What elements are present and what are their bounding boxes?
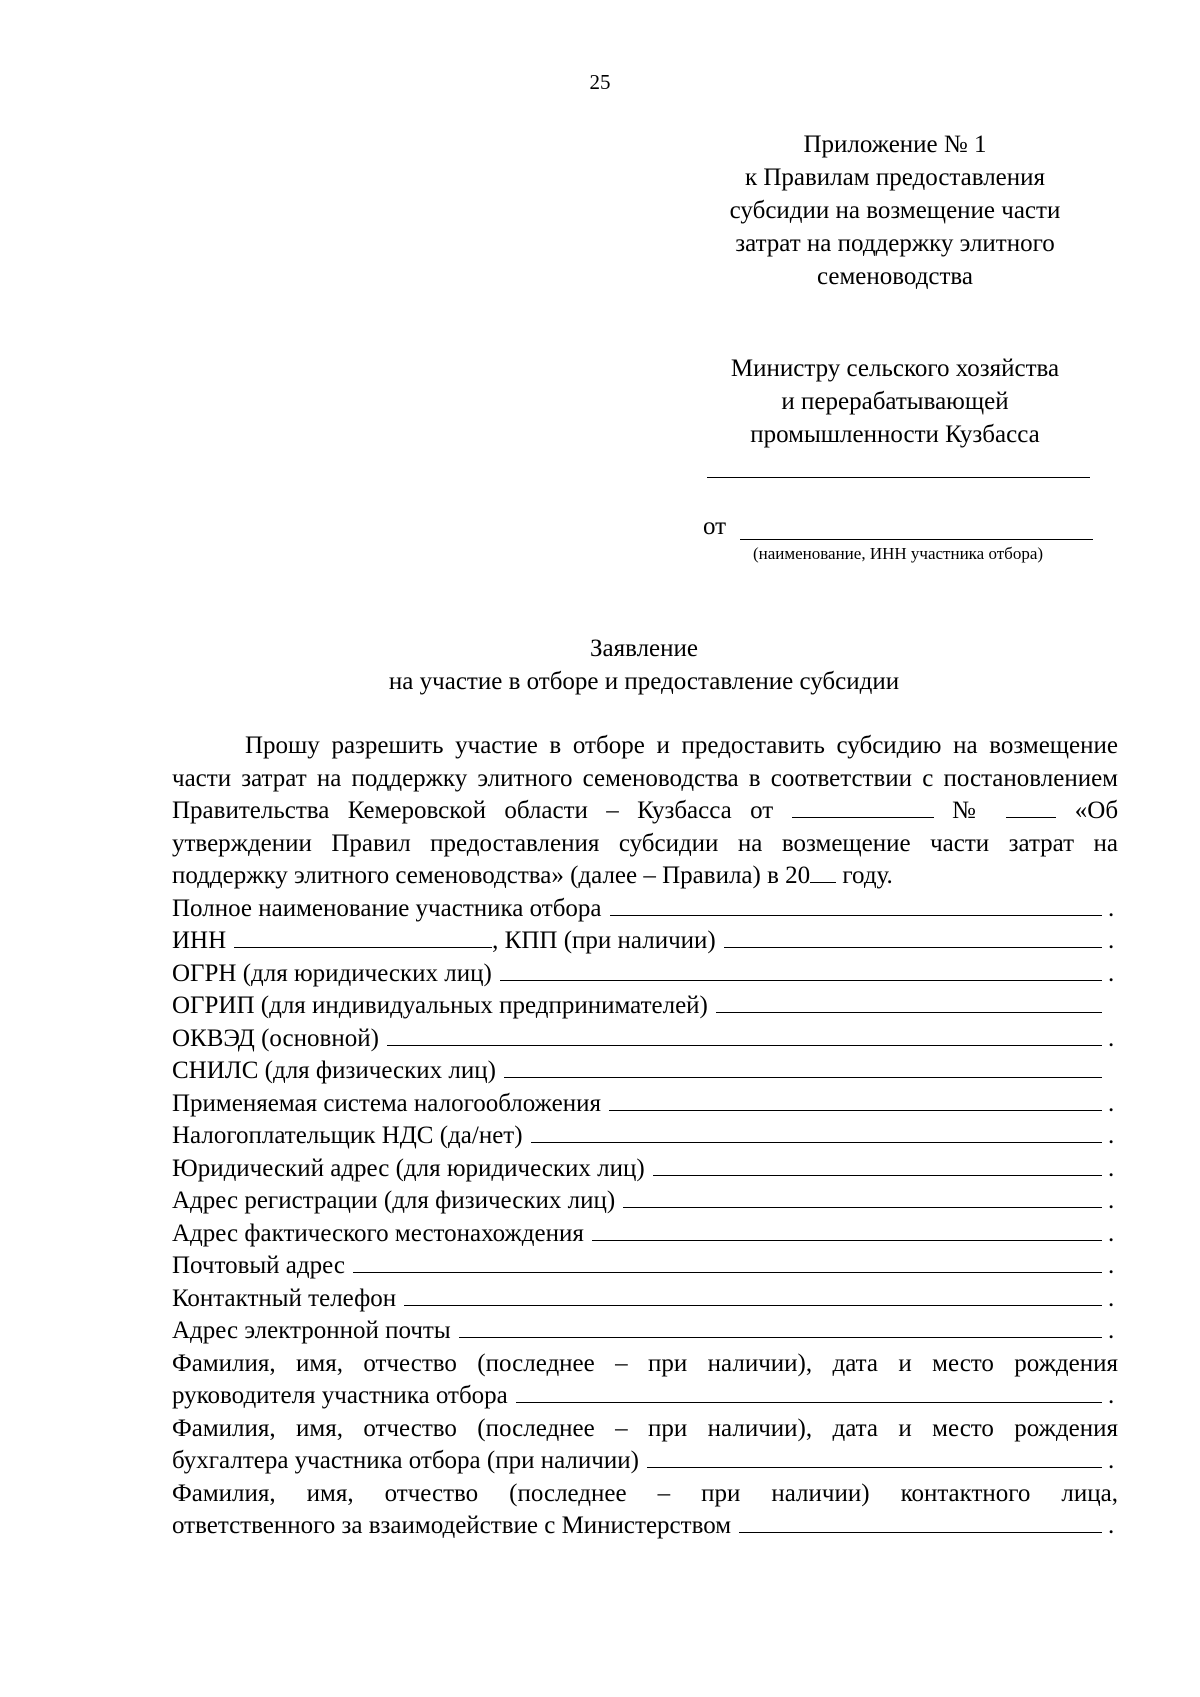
field-blank-line[interactable]: [716, 992, 1102, 1013]
field-blank-line[interactable]: [653, 1155, 1102, 1176]
from-blank-line[interactable]: [740, 539, 1093, 540]
field-period: .: [1108, 1252, 1115, 1279]
field-blank-line[interactable]: [609, 1090, 1102, 1111]
field-blank-line[interactable]: [504, 1057, 1102, 1078]
field-actual-address: [172, 1218, 1118, 1251]
field-period: .: [1108, 1447, 1115, 1474]
field-label: руководителя участника отбора: [172, 1382, 508, 1409]
field-period: .: [1108, 1512, 1115, 1539]
field-blank-line[interactable]: [623, 1187, 1102, 1208]
field-label: СНИЛС (для физических лиц): [172, 1057, 496, 1084]
field-label: ОГРИП (для индивидуальных предпринимателей): [172, 992, 708, 1019]
field-blank-line[interactable]: [353, 1252, 1102, 1273]
title-line: Заявление: [589, 635, 699, 662]
year-blank[interactable]: [810, 860, 836, 883]
field-vat-payer: [172, 1120, 1118, 1153]
field-postal-address: [172, 1250, 1118, 1283]
appendix-header: [700, 128, 1090, 293]
field-label: Адрес электронной почты: [172, 1317, 451, 1344]
field-phone: [172, 1283, 1118, 1316]
kpp-blank-line[interactable]: [724, 927, 1102, 948]
appendix-line: к Правилам предоставления: [744, 164, 1046, 191]
appendix-line: затрат на поддержку элитного: [735, 230, 1055, 257]
paragraph-text: «Об утверждении Правил предоставления субсидии на возмещение части затрат на поддержку элитного семеноводства» (далее – Правила) в 20: [172, 797, 1119, 889]
field-blank-line[interactable]: [404, 1285, 1102, 1306]
addressee-line: Министру сельского хозяйства: [730, 355, 1060, 382]
field-tax-system: [172, 1088, 1118, 1121]
accountant-label-line1: Фамилия, имя, отчество (последнее – при наличии), дата и место рождения: [172, 1414, 1118, 1442]
application-body: [172, 730, 1118, 1543]
paragraph-text: году.: [842, 862, 893, 889]
field-blank-line[interactable]: [647, 1447, 1102, 1468]
field-accountant: [172, 1445, 1118, 1478]
addressee-line: и перерабатывающей: [781, 388, 1009, 415]
field-period: .: [1108, 1219, 1115, 1247]
field-label: , КПП (при наличии): [492, 927, 716, 954]
field-label: Контактный телефон: [172, 1284, 397, 1312]
from-row: [703, 510, 1093, 544]
field-legal-address: [172, 1153, 1118, 1186]
appendix-line: субсидии на возмещение части: [729, 197, 1061, 224]
field-label: Адрес фактического местонахождения: [172, 1219, 584, 1247]
field-period: .: [1108, 1187, 1115, 1214]
paragraph-text: №: [952, 797, 988, 824]
field-label: Налогоплательщик НДС (да/нет): [172, 1122, 523, 1149]
field-blank-line[interactable]: [739, 1512, 1102, 1533]
addressee-blank-line[interactable]: [707, 477, 1090, 478]
field-okved: [172, 1023, 1118, 1056]
field-period: .: [1108, 894, 1115, 922]
from-label: от: [703, 513, 727, 540]
document-title: [0, 632, 1200, 698]
field-ogrn: [172, 958, 1118, 991]
field-label: ОГРН (для юридических лиц): [172, 959, 492, 987]
field-label: Применяемая система налогообложения: [172, 1089, 601, 1117]
field-period: .: [1108, 927, 1115, 954]
addressee-block: [700, 352, 1090, 451]
appendix-line: Приложение № 1: [803, 131, 987, 158]
field-period: .: [1108, 1317, 1115, 1344]
page-number: 25: [589, 70, 611, 94]
field-label: бухгалтера участника отбора (при наличии): [172, 1447, 639, 1474]
field-label: ИНН: [172, 927, 227, 954]
field-label: Полное наименование участника отбора: [172, 894, 602, 922]
from-caption: (наименование, ИНН участника отбора): [752, 544, 1044, 563]
decree-number-blank[interactable]: [1006, 795, 1056, 818]
field-contact: [172, 1510, 1118, 1543]
paragraph-text: Прошу разрешить участие в отборе и предоставить субсидию на возмещение части затрат на поддержку элитного семеноводства в соответствии с постановлением Правительства Кемеровской области – Кузбасса от: [172, 732, 1118, 824]
field-period: .: [1108, 1122, 1115, 1149]
request-paragraph: [172, 730, 1118, 893]
field-period: .: [1108, 1284, 1115, 1312]
field-blank-line[interactable]: [531, 1122, 1102, 1143]
head-label-line1: Фамилия, имя, отчество (последнее – при наличии), дата и место рождения: [172, 1349, 1118, 1377]
field-label: ответственного за взаимодействие с Министерством: [172, 1512, 732, 1539]
field-snils: [172, 1055, 1118, 1088]
decree-date-blank[interactable]: [792, 795, 934, 818]
field-inn-kpp: [172, 925, 1118, 958]
addressee-line: промышленности Кузбасса: [750, 421, 1040, 448]
field-label: Адрес регистрации (для физических лиц): [172, 1187, 616, 1214]
field-period: .: [1108, 1089, 1115, 1117]
field-label: Почтовый адрес: [172, 1252, 345, 1279]
field-blank-line[interactable]: [516, 1382, 1102, 1403]
field-period: .: [1108, 1382, 1115, 1409]
field-email: [172, 1315, 1118, 1348]
inn-blank-line[interactable]: [234, 927, 492, 948]
field-period: .: [1108, 959, 1115, 987]
field-period: .: [1108, 1024, 1115, 1052]
field-label: ОКВЭД (основной): [172, 1024, 379, 1052]
field-blank-line[interactable]: [592, 1220, 1102, 1241]
field-head: [172, 1380, 1118, 1413]
field-blank-line[interactable]: [610, 895, 1102, 916]
field-full-name: [172, 893, 1118, 926]
subtitle-line: на участие в отборе и предоставление субсидии: [388, 668, 900, 695]
field-ogrip: [172, 990, 1118, 1023]
field-period: .: [1108, 1154, 1115, 1182]
contact-label-line1: Фамилия, имя, отчество (последнее – при наличии) контактного лица,: [172, 1479, 1118, 1507]
field-blank-line[interactable]: [459, 1317, 1102, 1338]
field-blank-line[interactable]: [387, 1025, 1102, 1046]
field-label: Юридический адрес (для юридических лиц): [172, 1154, 645, 1182]
appendix-line: семеноводства: [816, 263, 974, 290]
field-registration-address: [172, 1185, 1118, 1218]
field-blank-line[interactable]: [500, 960, 1102, 981]
